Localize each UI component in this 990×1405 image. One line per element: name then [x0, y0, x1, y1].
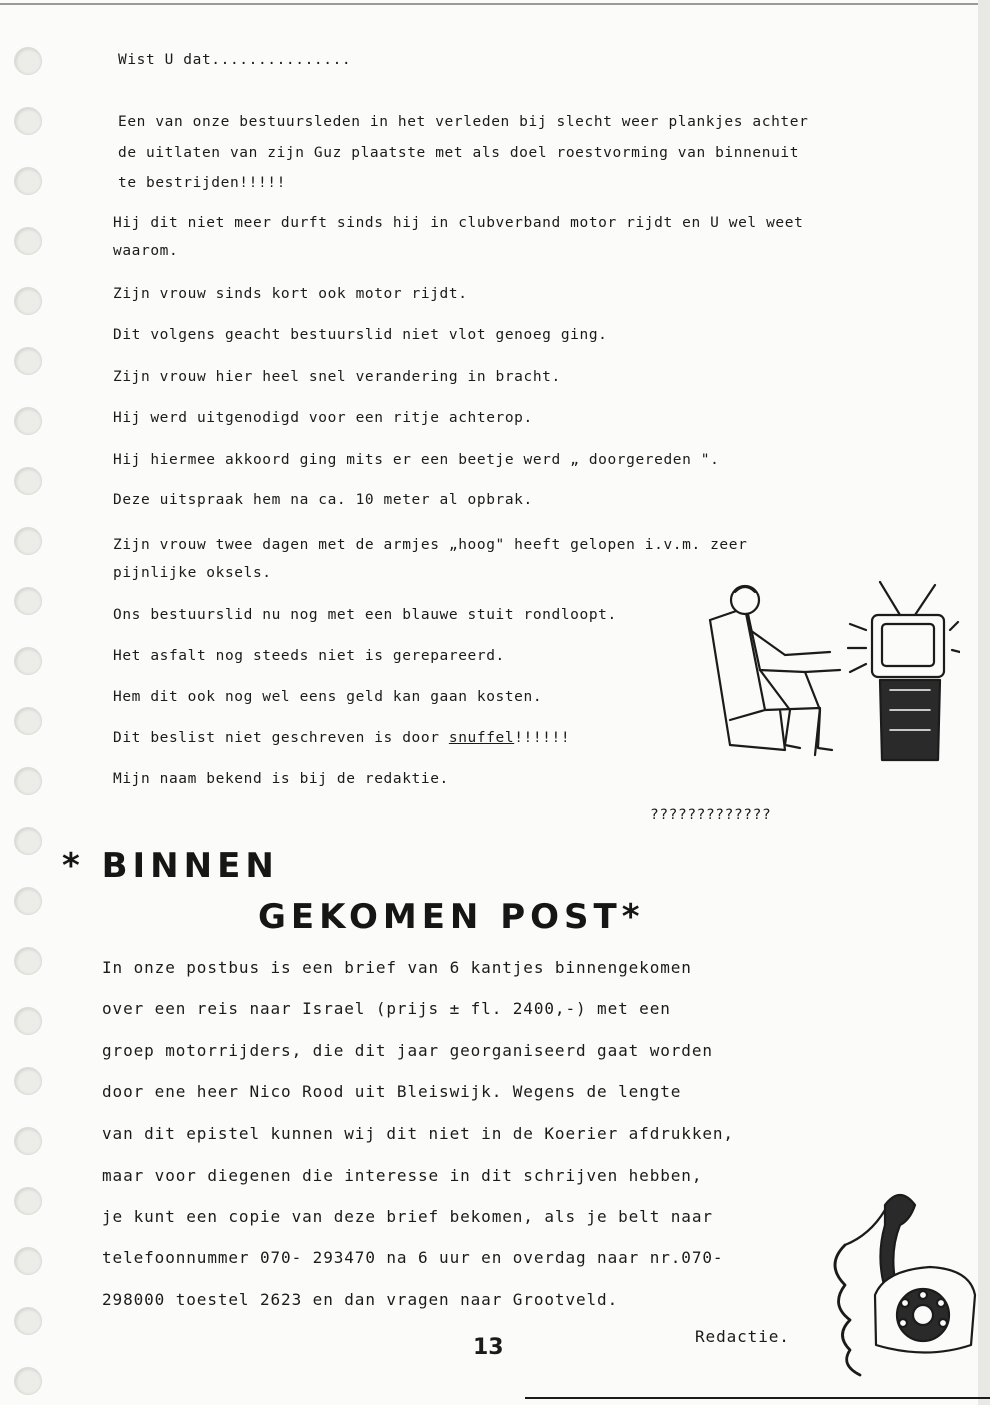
binder-hole	[14, 347, 42, 375]
text-line: de uitlaten van zijn Guz plaatste met als doel roestvorming van binnenuit	[118, 145, 800, 161]
binder-holes	[14, 30, 44, 1405]
signed-line	[113, 730, 570, 746]
text-line: door ene heer Nico Rood uit Bleiswijk. Wegens de lengte	[102, 1082, 682, 1101]
section-heading: Wist U dat...............	[118, 52, 352, 68]
binder-hole	[14, 1247, 42, 1275]
binder-hole	[14, 767, 42, 795]
binder-hole	[14, 587, 42, 615]
binder-hole	[14, 167, 42, 195]
binder-hole	[14, 1127, 42, 1155]
text-line: Deze uitspraak hem na ca. 10 meter al opbrak.	[113, 492, 533, 508]
binder-hole	[14, 1367, 42, 1395]
binder-hole	[14, 1007, 42, 1035]
text-line: Zijn vrouw twee dagen met de armjes „hoog" heeft gelopen i.v.m. zeer	[113, 537, 748, 553]
text-line: Zijn vrouw sinds kort ook motor rijdt.	[113, 286, 468, 302]
text-line: Het asfalt nog steeds niet is gerepareerd.	[113, 648, 505, 664]
text-line: 298000 toestel 2623 en dan vragen naar Grootveld.	[102, 1290, 619, 1309]
text-line: waarom.	[113, 243, 179, 259]
binder-hole	[14, 707, 42, 735]
binder-hole	[14, 827, 42, 855]
text-line: over een reis naar Israel (prijs ± fl. 2400,-) met een	[102, 999, 671, 1018]
text-line: te bestrijden!!!!!	[118, 175, 286, 191]
text-line: In onze postbus is een brief van 6 kantjes binnengekomen	[102, 958, 692, 977]
binder-hole	[14, 1187, 42, 1215]
binder-hole	[14, 107, 42, 135]
bottom-rule	[525, 1397, 990, 1399]
text-line: maar voor diegenen die interesse in dit schrijven hebben,	[102, 1166, 703, 1185]
text-line: Hij hiermee akkoord ging mits er een beetje werd „ doorgereden ".	[113, 452, 720, 468]
text-line: Hij dit niet meer durft sinds hij in clubverband motor rijdt en U wel weet	[113, 215, 804, 231]
signature: Redactie.	[695, 1327, 790, 1346]
page-number: 13	[473, 1335, 504, 1360]
binder-hole	[14, 947, 42, 975]
binder-hole	[14, 47, 42, 75]
text-line: je kunt een copie van deze brief bekomen, als je belt naar	[102, 1207, 713, 1226]
text-line: Een van onze bestuursleden in het verleden bij slecht weer plankjes achter	[118, 114, 809, 130]
binder-hole	[14, 1307, 42, 1335]
binder-hole	[14, 227, 42, 255]
binder-hole	[14, 527, 42, 555]
text-line: Hij werd uitgenodigd voor een ritje achterop.	[113, 410, 533, 426]
text-line: Zijn vrouw hier heel snel verandering in bracht.	[113, 369, 561, 385]
text-line: telefoonnummer 070- 293470 na 6 uur en overdag naar nr.070-	[102, 1248, 724, 1267]
text-line: Dit volgens geacht bestuurslid niet vlot genoeg ging.	[113, 327, 608, 343]
binder-hole	[14, 467, 42, 495]
binder-hole	[14, 407, 42, 435]
binder-hole	[14, 647, 42, 675]
question-marks: ?????????????	[650, 807, 772, 823]
tv-cartoon-icon	[690, 560, 960, 770]
text-line: Mijn naam bekend is bij de redaktie.	[113, 771, 449, 787]
text-line: van dit epistel kunnen wij dit niet in de Koerier afdrukken,	[102, 1124, 734, 1143]
text-line: Ons bestuurslid nu nog met een blauwe stuit rondloopt.	[113, 607, 617, 623]
signed-name: snuffel	[448, 730, 515, 746]
binder-hole	[14, 1067, 42, 1095]
signed-suffix: !!!!!!	[514, 730, 571, 746]
section-title-line1: * BINNEN	[62, 846, 279, 886]
text-line: Hem dit ook nog wel eens geld kan gaan kosten.	[113, 689, 543, 705]
signed-prefix: Dit beslist niet geschreven is door	[113, 730, 449, 746]
rotary-telephone-icon	[815, 1185, 980, 1385]
text-line: groep motorrijders, die dit jaar georganiseerd gaat worden	[102, 1041, 713, 1060]
binder-hole	[14, 287, 42, 315]
top-edge-line	[0, 3, 990, 5]
text-line: pijnlijke oksels.	[113, 565, 272, 581]
section-title-line2: GEKOMEN POST*	[258, 897, 645, 937]
binder-hole	[14, 887, 42, 915]
